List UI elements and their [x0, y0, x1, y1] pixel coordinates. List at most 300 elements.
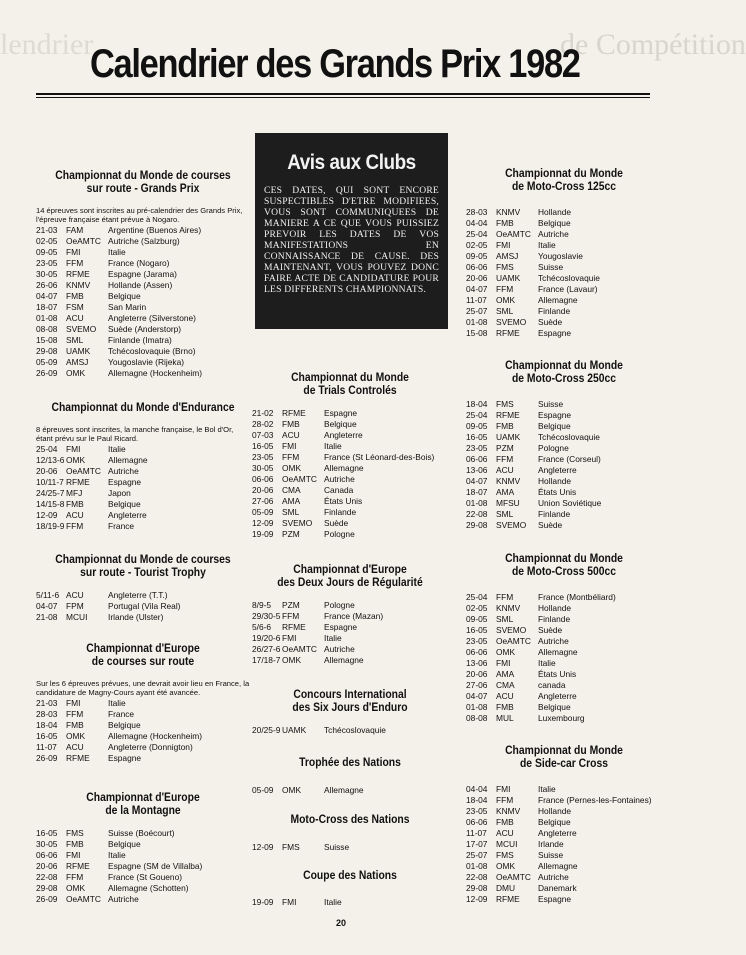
event-federation: FFM — [496, 795, 514, 805]
event-row — [36, 590, 180, 601]
event-federation: CMA — [496, 680, 515, 690]
event-federation: FFM — [282, 611, 300, 621]
event-federation: ACU — [66, 590, 84, 600]
event-row — [466, 443, 601, 454]
event-table — [36, 590, 180, 623]
section-title — [262, 689, 438, 715]
section-title-line-2: de Moto-Cross 500cc — [511, 566, 617, 578]
event-country: Allemagne — [108, 455, 148, 465]
event-date: 28-03 — [36, 709, 58, 719]
event-federation: OeAMTC — [66, 236, 101, 246]
event-country: Hollande — [538, 806, 572, 816]
event-row — [252, 452, 434, 463]
event-row — [36, 612, 180, 623]
event-date: 26-09 — [36, 894, 58, 904]
section-europe-route — [36, 643, 250, 764]
event-federation: FMS — [66, 828, 84, 838]
event-date: 06-06 — [36, 850, 58, 860]
event-federation: FMI — [66, 247, 81, 257]
event-federation: OMK — [66, 455, 86, 465]
event-row — [466, 251, 600, 262]
event-date: 27-06 — [466, 680, 488, 690]
event-federation: SVEMO — [496, 317, 527, 327]
section-six-jours — [252, 689, 448, 736]
event-country: Suisse — [538, 850, 564, 860]
event-federation: UAMK — [282, 725, 307, 735]
event-table — [36, 828, 202, 905]
event-country: Suisse — [324, 842, 350, 852]
event-row — [466, 454, 601, 465]
event-date: 23-05 — [466, 636, 488, 646]
event-row — [466, 784, 652, 795]
event-country: Yougoslavie (Rijeka) — [108, 357, 185, 367]
section-deux-jours — [252, 564, 448, 666]
event-row — [466, 509, 601, 520]
event-federation: FMI — [496, 784, 511, 794]
event-date: 01-08 — [466, 861, 488, 871]
event-date: 29-08 — [36, 883, 58, 893]
event-date: 04-07 — [466, 284, 488, 294]
event-row — [466, 284, 600, 295]
event-federation: OeAMTC — [66, 894, 101, 904]
event-country: Belgique — [108, 720, 141, 730]
event-country: Espagne — [538, 410, 572, 420]
event-date: 19-09 — [252, 897, 274, 907]
event-date: 18-04 — [36, 720, 58, 730]
event-country: Angleterre (Donnigton) — [108, 742, 193, 752]
event-row — [36, 510, 148, 521]
event-federation: FFM — [496, 592, 514, 602]
event-date: 20/25-9 — [252, 725, 281, 735]
section-note: 8 épreuves sont inscrites, la manche française, le Bol d'Or, étant prévu sur le Paul Ricard. — [36, 425, 234, 443]
event-row — [466, 520, 601, 531]
section-title-line-1: Championnat du Monde — [505, 168, 623, 180]
event-federation: FMI — [66, 444, 81, 454]
event-row — [466, 487, 601, 498]
event-country: Danemark — [538, 883, 577, 893]
event-country: Italie — [108, 698, 126, 708]
event-country: Hollande (Assen) — [108, 280, 173, 290]
event-country: Angleterre (Silverstone) — [108, 313, 196, 323]
event-federation: OeAMTC — [496, 636, 531, 646]
event-country: Espagne — [324, 622, 358, 632]
event-federation: FFM — [282, 452, 300, 462]
event-country: Italie — [324, 633, 342, 643]
event-row — [36, 258, 202, 269]
event-federation: AMA — [496, 487, 515, 497]
event-row — [252, 496, 434, 507]
event-date: 22-08 — [36, 872, 58, 882]
event-table — [466, 207, 600, 339]
event-row — [36, 872, 202, 883]
event-country: Italie — [108, 850, 126, 860]
event-date: 19/20-6 — [252, 633, 281, 643]
event-row — [36, 357, 202, 368]
section-title-line-1: Championnat d'Europe — [86, 643, 200, 655]
event-federation: FMI — [496, 240, 511, 250]
event-date: 28-02 — [252, 419, 274, 429]
event-row — [466, 399, 601, 410]
event-date: 28-03 — [466, 207, 488, 217]
event-federation: ACU — [66, 510, 84, 520]
event-country: États Unis — [538, 487, 577, 497]
event-federation: FMB — [496, 218, 514, 228]
section-title-line-2: des Deux Jours de Régularité — [277, 577, 423, 589]
event-country: Italie — [108, 247, 126, 257]
event-date: 30-05 — [252, 463, 274, 473]
event-date: 22-08 — [466, 509, 488, 519]
section-title-line-2: de Moto-Cross 250cc — [511, 373, 617, 385]
event-country: Finlande — [538, 306, 571, 316]
section-mx125 — [466, 168, 662, 339]
event-federation: SVEMO — [496, 625, 527, 635]
event-federation: RFME — [66, 753, 90, 763]
event-row — [466, 218, 600, 229]
event-country: Irlande — [538, 839, 564, 849]
event-date: 04-04 — [466, 784, 488, 794]
event-federation: MCUI — [66, 612, 88, 622]
event-date: 27-06 — [252, 496, 274, 506]
event-row — [466, 229, 600, 240]
event-federation: KNMV — [496, 806, 521, 816]
event-date: 16-05 — [466, 625, 488, 635]
event-row — [36, 324, 202, 335]
event-row — [36, 346, 202, 357]
event-federation: OMK — [66, 368, 86, 378]
event-date: 04-07 — [36, 601, 58, 611]
event-row — [252, 518, 434, 529]
event-row — [466, 861, 652, 872]
event-federation: ACU — [66, 742, 84, 752]
section-title-line-1: Championnat d'Europe — [86, 792, 200, 804]
event-federation: FMS — [496, 850, 514, 860]
event-date: 20-06 — [252, 485, 274, 495]
section-title-line-1: Championnat du Monde de courses — [55, 554, 231, 566]
event-federation: RFME — [496, 894, 520, 904]
event-country: France — [108, 709, 135, 719]
event-federation: FMI — [496, 658, 511, 668]
event-date: 23-05 — [466, 806, 488, 816]
event-country: Finlande — [324, 507, 357, 517]
section-title-line-1: Coupe des Nations — [303, 870, 397, 882]
event-row — [466, 883, 652, 894]
event-row — [466, 625, 616, 636]
event-country: Italie — [538, 658, 556, 668]
event-row — [466, 432, 601, 443]
event-country: Autriche — [324, 644, 355, 654]
section-mx250 — [466, 360, 662, 531]
event-federation: FMI — [282, 897, 297, 907]
event-date: 21-03 — [36, 698, 58, 708]
event-date: 30-05 — [36, 269, 58, 279]
event-federation: UAMK — [496, 432, 521, 442]
event-federation: MFJ — [66, 488, 83, 498]
event-date: 29/30-5 — [252, 611, 281, 621]
event-table — [252, 897, 342, 908]
event-date: 12-09 — [36, 510, 58, 520]
event-country: Union Soviétique — [538, 498, 602, 508]
event-federation: SML — [496, 306, 514, 316]
event-federation: ACU — [496, 691, 514, 701]
section-mx-nations — [252, 814, 448, 853]
section-title-line-2: de la Montagne — [105, 805, 181, 817]
event-row — [252, 725, 386, 736]
event-row — [252, 655, 383, 666]
section-title — [476, 745, 652, 771]
event-country: Belgique — [538, 817, 571, 827]
event-federation: KNMV — [496, 207, 521, 217]
event-country: Belgique — [108, 291, 141, 301]
section-endurance — [36, 402, 250, 532]
event-row — [466, 647, 616, 658]
event-federation: MUL — [496, 713, 514, 723]
event-country: Allemagne — [538, 861, 578, 871]
event-date: 08-08 — [36, 324, 58, 334]
event-date: 18/19-9 — [36, 521, 65, 531]
section-title-line-1: Trophée des Nations — [299, 757, 401, 769]
event-federation: ACU — [496, 465, 514, 475]
event-federation: FMB — [66, 839, 84, 849]
event-country: France (Montbéliard) — [538, 592, 616, 602]
event-date: 5/11-6 — [36, 590, 60, 600]
event-country: Angleterre — [538, 828, 577, 838]
event-federation: OeAMTC — [496, 229, 531, 239]
event-country: Espagne (Jarama) — [108, 269, 177, 279]
event-date: 04-07 — [466, 476, 488, 486]
event-federation: FMB — [496, 817, 514, 827]
event-federation: PZM — [496, 443, 514, 453]
event-date: 14/15-8 — [36, 499, 65, 509]
event-country: Finlande — [538, 614, 571, 624]
event-row — [36, 291, 202, 302]
event-federation: UAMK — [66, 346, 91, 356]
event-row — [36, 225, 202, 236]
event-row — [466, 702, 616, 713]
section-title-line-2: de Moto-Cross 125cc — [511, 181, 617, 193]
event-date: 23-05 — [36, 258, 58, 268]
event-country: Portugal (Vila Real) — [108, 601, 181, 611]
event-date: 06-06 — [466, 817, 488, 827]
event-federation: AMA — [496, 669, 515, 679]
event-federation: FAM — [66, 225, 84, 235]
event-row — [466, 795, 652, 806]
section-coupe — [252, 870, 448, 908]
section-title — [47, 643, 240, 669]
event-row — [466, 592, 616, 603]
event-federation: FFM — [496, 454, 514, 464]
event-federation: SML — [282, 507, 300, 517]
event-row — [36, 720, 202, 731]
event-row — [36, 313, 202, 324]
event-federation: SML — [66, 335, 84, 345]
event-country: Irlande (Ulster) — [108, 612, 164, 622]
bleed-through-text-left: lendrier — [0, 28, 94, 61]
event-federation: FMI — [66, 698, 81, 708]
event-country: Allemagne (Hockenheim) — [108, 731, 203, 741]
event-country: Suède — [538, 625, 563, 635]
event-row — [252, 419, 434, 430]
event-date: 16-05 — [252, 441, 274, 451]
event-row — [466, 262, 600, 273]
event-row — [252, 485, 434, 496]
event-row — [36, 601, 180, 612]
event-country: Autriche — [108, 466, 139, 476]
section-sidecar — [466, 745, 662, 905]
event-row — [466, 658, 616, 669]
event-federation: DMU — [496, 883, 516, 893]
event-federation: SVEMO — [282, 518, 313, 528]
event-row — [466, 713, 616, 724]
event-row — [252, 785, 364, 796]
event-federation: FMB — [66, 291, 84, 301]
event-federation: AMSJ — [66, 357, 89, 367]
event-row — [36, 521, 148, 532]
event-country: Suède (Anderstorp) — [108, 324, 182, 334]
event-row — [466, 669, 616, 680]
event-row — [36, 499, 148, 510]
title-rule-bottom — [36, 97, 650, 98]
event-country: France (Corseul) — [538, 454, 601, 464]
event-country: Hollande — [538, 207, 572, 217]
section-title-line-1: Championnat du Monde de courses — [55, 170, 231, 182]
section-tourist-trophy — [36, 554, 250, 623]
event-country: France (St Goueno) — [108, 872, 183, 882]
section-title-line-2: de Side-car Cross — [519, 758, 609, 770]
event-country: Japon — [108, 488, 131, 498]
section-note: 14 épreuves sont inscrites au pré-calendrier des Grands Prix, l'épreuve française étant prévue à Nogaro. — [36, 206, 243, 224]
event-row — [466, 328, 600, 339]
event-country: Finlande (Imatra) — [108, 335, 172, 345]
event-federation: OeAMTC — [282, 644, 317, 654]
event-row — [36, 269, 202, 280]
event-date: 21-02 — [252, 408, 274, 418]
event-country: Italie — [538, 784, 556, 794]
event-federation: RFME — [496, 328, 520, 338]
event-row — [252, 600, 383, 611]
event-date: 09-05 — [466, 614, 488, 624]
event-row — [36, 731, 202, 742]
event-row — [36, 698, 202, 709]
event-date: 09-05 — [36, 247, 58, 257]
event-date: 16-05 — [36, 828, 58, 838]
event-date: 20-06 — [466, 273, 488, 283]
event-table — [36, 698, 202, 764]
event-country: Suède — [324, 518, 349, 528]
event-date: 19-09 — [252, 529, 274, 539]
event-country: France (Lavaur) — [538, 284, 598, 294]
event-row — [36, 477, 148, 488]
event-federation: RFME — [496, 410, 520, 420]
event-row — [36, 839, 202, 850]
event-date: 12-09 — [466, 894, 488, 904]
section-title-line-2: des Six Jours d'Enduro — [292, 702, 408, 714]
event-date: 11-07 — [466, 828, 487, 838]
section-title-line-2: de courses sur route — [91, 656, 195, 668]
event-country: Angleterre — [324, 430, 363, 440]
section-route-gp — [36, 170, 250, 379]
event-federation: FFM — [66, 258, 84, 268]
event-federation: FFM — [496, 284, 514, 294]
event-date: 07-03 — [252, 430, 274, 440]
event-country: France — [108, 521, 135, 531]
event-country: San Marin — [108, 302, 147, 312]
event-date: 01-08 — [466, 317, 488, 327]
event-date: 16-05 — [466, 432, 488, 442]
event-row — [466, 839, 652, 850]
event-row — [252, 408, 434, 419]
event-date: 04-04 — [466, 218, 488, 228]
event-date: 18-07 — [36, 302, 58, 312]
event-date: 26-06 — [36, 280, 58, 290]
event-federation: MCUI — [496, 839, 518, 849]
event-federation: CMA — [282, 485, 301, 495]
section-title — [47, 402, 240, 415]
notice-title: Avis aux Clubs — [287, 151, 416, 174]
event-country: Autriche — [538, 636, 569, 646]
event-country: Espagne — [324, 408, 358, 418]
section-title-line-1: Championnat du Monde — [505, 360, 623, 372]
event-country: Suisse — [538, 262, 564, 272]
event-federation: RFME — [282, 408, 306, 418]
event-row — [36, 709, 202, 720]
event-date: 06-06 — [466, 647, 488, 657]
section-title-line-2: de Trials Controlés — [303, 385, 397, 397]
event-date: 29-08 — [36, 346, 58, 356]
event-date: 02-05 — [466, 603, 488, 613]
event-date: 18-07 — [466, 487, 488, 497]
event-country: Tchécoslovaquie — [538, 432, 600, 442]
event-country: Espagne — [108, 477, 142, 487]
event-date: 01-08 — [36, 313, 58, 323]
event-federation: FFM — [66, 872, 84, 882]
event-federation: FFM — [66, 521, 84, 531]
event-row — [36, 368, 202, 379]
event-country: Italie — [324, 897, 342, 907]
event-date: 01-08 — [466, 702, 488, 712]
event-federation: OeAMTC — [282, 474, 317, 484]
event-country: Suède — [538, 317, 563, 327]
event-row — [252, 430, 434, 441]
event-date: 25-04 — [466, 410, 488, 420]
event-country: Allemagne (Schotten) — [108, 883, 189, 893]
event-table — [252, 600, 383, 666]
event-country: États Unis — [538, 669, 577, 679]
event-row — [466, 691, 616, 702]
event-date: 20-06 — [36, 861, 58, 871]
event-date: 17-07 — [466, 839, 488, 849]
event-country: Italie — [538, 240, 556, 250]
page-number: 20 — [336, 918, 347, 928]
section-title — [262, 757, 438, 770]
event-row — [466, 410, 601, 421]
section-title-line-1: Concours International — [293, 689, 407, 701]
event-date: 20-06 — [466, 669, 488, 679]
event-federation: OMK — [66, 731, 86, 741]
event-date: 21-03 — [36, 225, 58, 235]
event-country: canada — [538, 680, 566, 690]
event-federation: RFME — [66, 477, 90, 487]
event-date: 8/9-5 — [252, 600, 272, 610]
event-date: 17/18-7 — [252, 655, 281, 665]
event-row — [466, 465, 601, 476]
event-country: Hollande — [538, 603, 572, 613]
section-title — [476, 168, 652, 194]
event-row — [466, 476, 601, 487]
event-federation: UAMK — [496, 273, 521, 283]
event-federation: SML — [496, 509, 514, 519]
event-federation: FMI — [282, 441, 297, 451]
event-date: 25-07 — [466, 306, 488, 316]
